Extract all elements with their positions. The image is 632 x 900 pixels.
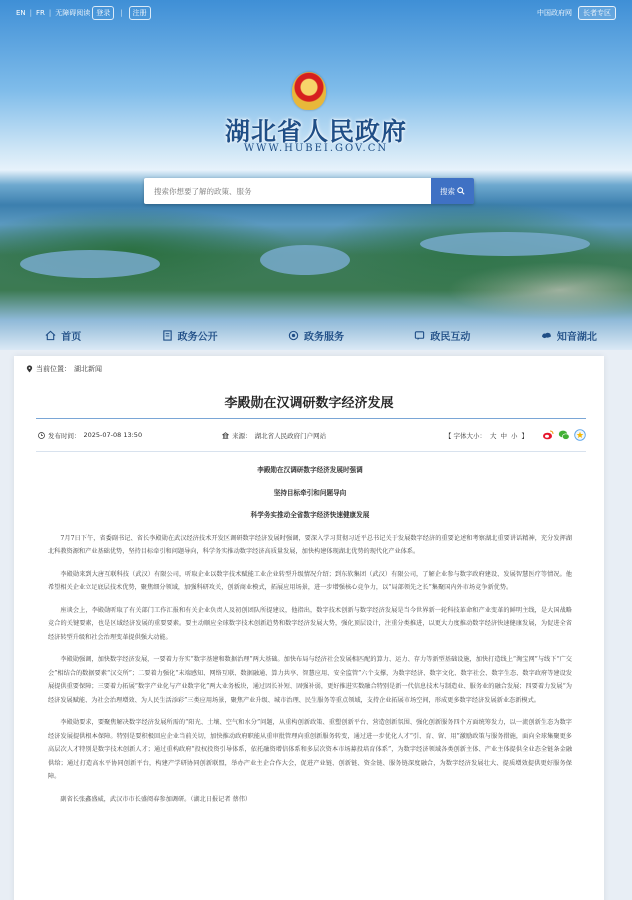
location-pin-icon [26, 365, 33, 373]
home-icon [45, 330, 56, 341]
nav-item-home[interactable] [0, 328, 126, 343]
divider: | [48, 9, 52, 17]
source-value: 湖北省人民政府门户网站 [254, 431, 327, 440]
font-medium-button[interactable]: 中 [500, 431, 507, 440]
nav-item-know-hubei[interactable] [506, 328, 632, 343]
search-button-label: 搜索 [440, 186, 455, 196]
elder-mode-button[interactable]: 长者专区 [578, 6, 616, 20]
accessibility-link[interactable]: 无障碍阅读 [55, 9, 91, 17]
header-banner [0, 0, 632, 350]
register-button[interactable]: 注册 [129, 6, 151, 20]
qzone-share-icon[interactable] [574, 429, 586, 441]
font-small-button[interactable]: 小 [511, 431, 518, 440]
font-large-button[interactable]: 大 [490, 431, 497, 440]
lang-en-link[interactable]: EN [16, 9, 26, 17]
nav-item-label: 政务公开 [177, 331, 218, 343]
article-subtitle: 坚持目标牵引和问题导向 [273, 488, 347, 497]
article-paragraph: 座谈会上，李殿勋听取了有关部门工作汇报和有关企业负责人及初创团队所提建议，他指出，数字技术创新与数字经济发展是当今世界新一轮科技革命和产业变革的鲜明主线，是大国战略竞合的关键要素，也是区域经济发展的重要要素。要主动顺应全球数字技术创新趋势和数字经济发展大势，强化顶层设计，注重分类推进，以更大力度推动数字经济快速健康发展，为促进全省经济转型升级和社会治理变革提供强大动能。 [48, 606, 572, 641]
publish-date-label: 发布时间： [48, 431, 81, 440]
article-paragraph: 副省长张鑫盛威，武汉市市长盛阅春参加调研。（湖北日报记者 蔡伟） [60, 795, 252, 803]
search-button[interactable] [431, 178, 474, 204]
article-source [222, 431, 326, 440]
site-title: 湖北省人民政府 [224, 117, 407, 146]
font-size-bracket: 】 [521, 431, 528, 440]
breadcrumb [26, 364, 102, 374]
interaction-icon [414, 330, 425, 341]
nav-item-label: 政务服务 [304, 331, 345, 343]
article-paragraph: 李殿勋要求，要聚焦解决数字经济发展所需的“阳光、土壤、空气和水分”问题，从重构创新政策、重塑创新平台、营造创新氛围、强化创新服务四个方面统筹发力，以一流创新生态为数字经济发展提供根本保障。特别是要积极回应企业当前关切，加快推动政府职能从重审批管理向重创新服务转变，通过进一步优化人才“引、育、留、用”激励政策与服务措施，面向全球集聚更多高层次人才特别是数字技术创新人才；通过重构政府“投权投资引导体系，依托融资增信体系和多层次资本市场募投培育体系”，为数字经济领域各类创新主体、产业主体提供全业态全链条金融供给；通过打造高水平协同创新平台，构建产学研协同创新联盟，举办产业主企合作大会，促进产业链、创新链、资金链、服务链深度融合，为数字经济发展壮大、提质增效提供更好服务保障。 [48, 719, 572, 780]
search-input[interactable] [144, 178, 431, 204]
top-bar [0, 0, 632, 26]
article-body [48, 464, 572, 815]
nav-item-label: 知音湖北 [556, 331, 597, 343]
hubei-map-icon [541, 330, 552, 341]
article-card [14, 356, 604, 900]
font-size-label: 【 字体大小： [444, 431, 486, 440]
breadcrumb-prefix: 当前位置： [36, 365, 71, 373]
nav-item-label: 首页 [61, 331, 82, 343]
divider: | [120, 9, 123, 17]
banner-lake [260, 245, 350, 275]
banner-lake [20, 250, 160, 278]
font-size-control [445, 431, 528, 440]
wechat-share-icon[interactable] [558, 429, 570, 441]
source-label: 来源： [232, 431, 252, 440]
nav-item-gov-affairs[interactable] [126, 328, 252, 343]
article-title: 李殿勋在汉调研数字经济发展 [224, 396, 394, 411]
national-emblem-icon [292, 72, 326, 110]
document-icon [162, 330, 173, 341]
clock-icon [38, 432, 45, 439]
publish-date-value: 2025-07-08 13:50 [83, 431, 143, 439]
site-url: WWW.HUBEI.GOV.CN [243, 143, 389, 154]
nav-item-gov-services[interactable] [253, 328, 379, 343]
article-paragraph: 李殿勋强调，加快数字经济发展，一要着力夯实“数字基建和数据治理”两大基础。加快布局与经济社会发展相匹配的算力、运力、存力等新型基础设施，加快打造线上“淘宝网”与线下“广交会”相结合的数据要素“汉交所”；二要着力强化“末端感知、网络互联、数据融通、算力共享、智慧应用、安全监管”六个支撑，为数字经济、数字文化、数字社会、数字生态、数字政府等建设发展提供重要保障；三要着力拓展“数字产业化与产业数字化”两大业务板块，通过因长补短、固强补弱，更好推进实数融合特别是新一代信息技术与制造业、服务业的融合发展；四要着力发展“为经济发展赋能、为社会治理增效、为人民生活添彩”三类应用场景，聚焦产业升级、城市治理、民生服务等重点领域，支持企业拓展市场空间，形成更多数字经济发展新业态新模式。 [48, 656, 572, 704]
article-meta [36, 418, 586, 452]
main-nav [0, 322, 632, 348]
share-buttons [542, 429, 586, 441]
divider: | [29, 9, 33, 17]
nav-item-label: 政民互动 [430, 331, 471, 343]
gov-site-link[interactable]: 中国政府网 [537, 9, 572, 17]
breadcrumb-current-link[interactable]: 湖北新闻 [74, 365, 102, 373]
publish-date [38, 431, 142, 440]
search-bar [144, 178, 474, 204]
nav-item-interaction[interactable] [379, 328, 505, 343]
login-button[interactable]: 登录 [92, 6, 114, 20]
service-icon [288, 330, 299, 341]
article-subtitle: 李殿勋在汉调研数字经济发展时强调 [257, 466, 363, 474]
article-subtitle: 科学务实推动全省数字经济快速健康发展 [250, 511, 370, 519]
weibo-share-icon[interactable] [542, 429, 554, 441]
search-icon [457, 187, 465, 195]
building-icon [222, 432, 229, 439]
banner-lake [420, 232, 590, 256]
article-paragraph: 7月7日下午，省委副书记、省长李殿勋在武汉经济技术开发区调研数字经济发展时强调，要深入学习贯彻习近平总书记关于发展数字经济的重要论述和考察湖北重要讲话精神，充分发挥湖北科教资源和产业基础优势，坚持目标牵引和问题导向，科学务实推动数字经济高质量发展，加快构建体现湖北优势的现代化产业体系。 [48, 534, 572, 555]
lang-fr-link[interactable]: FR [36, 9, 45, 17]
article-paragraph: 李殿勋来到大唐互联科技（武汉）有限公司，听取企业以数字技术赋能工业企业转型升级情况介绍；到东软集团（武汉）有限公司，了解企业参与数字政府建设、发展智慧医疗等情况。他希望相关企业立足底层技术优势，聚焦细分领域，加强科研攻关，创新商业模式，拓展应用场景，进一步增强核心竞争力，以“局部领先之长”集聚国内外市场竞争新优势。 [48, 570, 572, 591]
